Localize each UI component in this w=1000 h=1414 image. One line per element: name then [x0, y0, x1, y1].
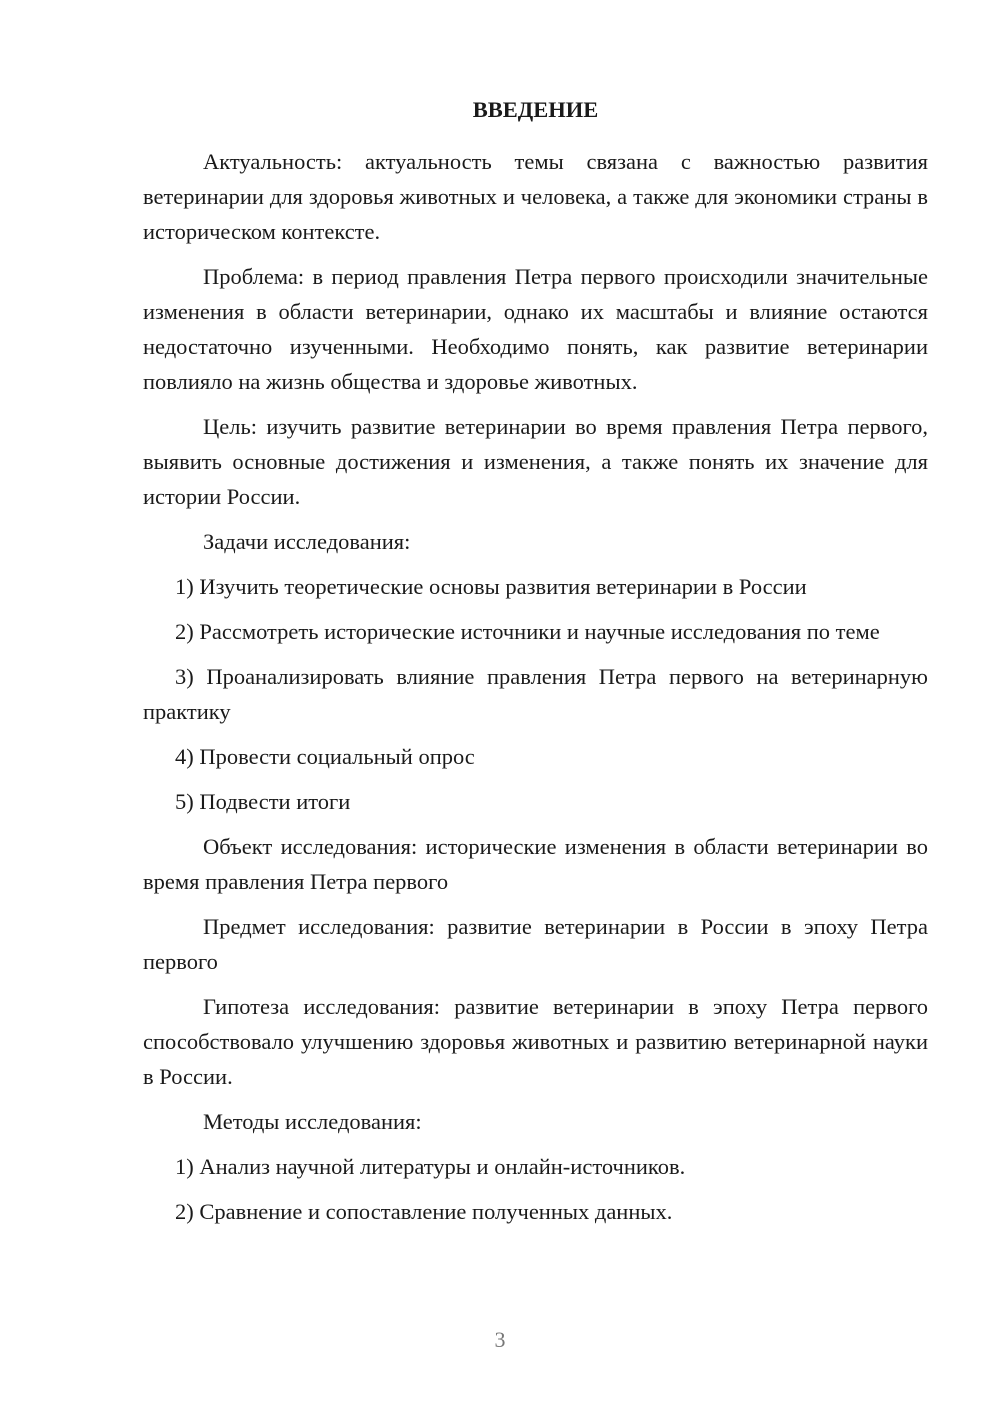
section-title: ВВЕДЕНИЕ — [472, 97, 599, 122]
problem-paragraph: Проблема: в период правления Петра первого происходили значительные изменения в области ветеринарии, однако их масштабы и влияние остаются недостаточно изученными. Необходимо понять, как развитие ветеринарии повлияло на жизнь общества и здоровье животных. — [143, 264, 928, 394]
method-item-2: 2) Сравнение и сопоставление полученных данных. — [175, 1199, 673, 1224]
task-item-4: 4) Провести социальный опрос — [175, 744, 475, 769]
method-item-1: 1) Анализ научной литературы и онлайн-источников. — [175, 1154, 686, 1179]
document-page — [143, 94, 928, 1239]
object-paragraph: Объект исследования: исторические изменения в области ветеринарии во время правления Петра первого — [143, 834, 928, 894]
task-item-2: 2) Рассмотреть исторические источники и научные исследования по теме — [175, 619, 880, 644]
task-item-1: 1) Изучить теоретические основы развития ветеринарии в России — [175, 574, 807, 599]
task-item-5: 5) Подвести итоги — [175, 789, 351, 814]
methods-heading: Методы исследования: — [203, 1109, 422, 1134]
page-number: 3 — [494, 1327, 506, 1352]
tasks-heading: Задачи исследования: — [203, 529, 411, 554]
goal-paragraph: Цель: изучить развитие ветеринарии во время правления Петра первого, выявить основные достижения и изменения, а также понять их значение для истории России. — [143, 414, 928, 509]
subject-paragraph: Предмет исследования: развитие ветеринарии в России в эпоху Петра первого — [143, 914, 928, 974]
hypothesis-paragraph: Гипотеза исследования: развитие ветеринарии в эпоху Петра первого способствовало улучшению здоровья животных и развитию ветеринарной науки в России. — [143, 994, 928, 1089]
task-item-3: 3) Проанализировать влияние правления Петра первого на ветеринарную практику — [143, 664, 928, 724]
relevance-paragraph: Актуальность: актуальность темы связана с важностью развития ветеринарии для здоровья животных и человека, а также для экономики страны в историческом контексте. — [143, 149, 928, 244]
